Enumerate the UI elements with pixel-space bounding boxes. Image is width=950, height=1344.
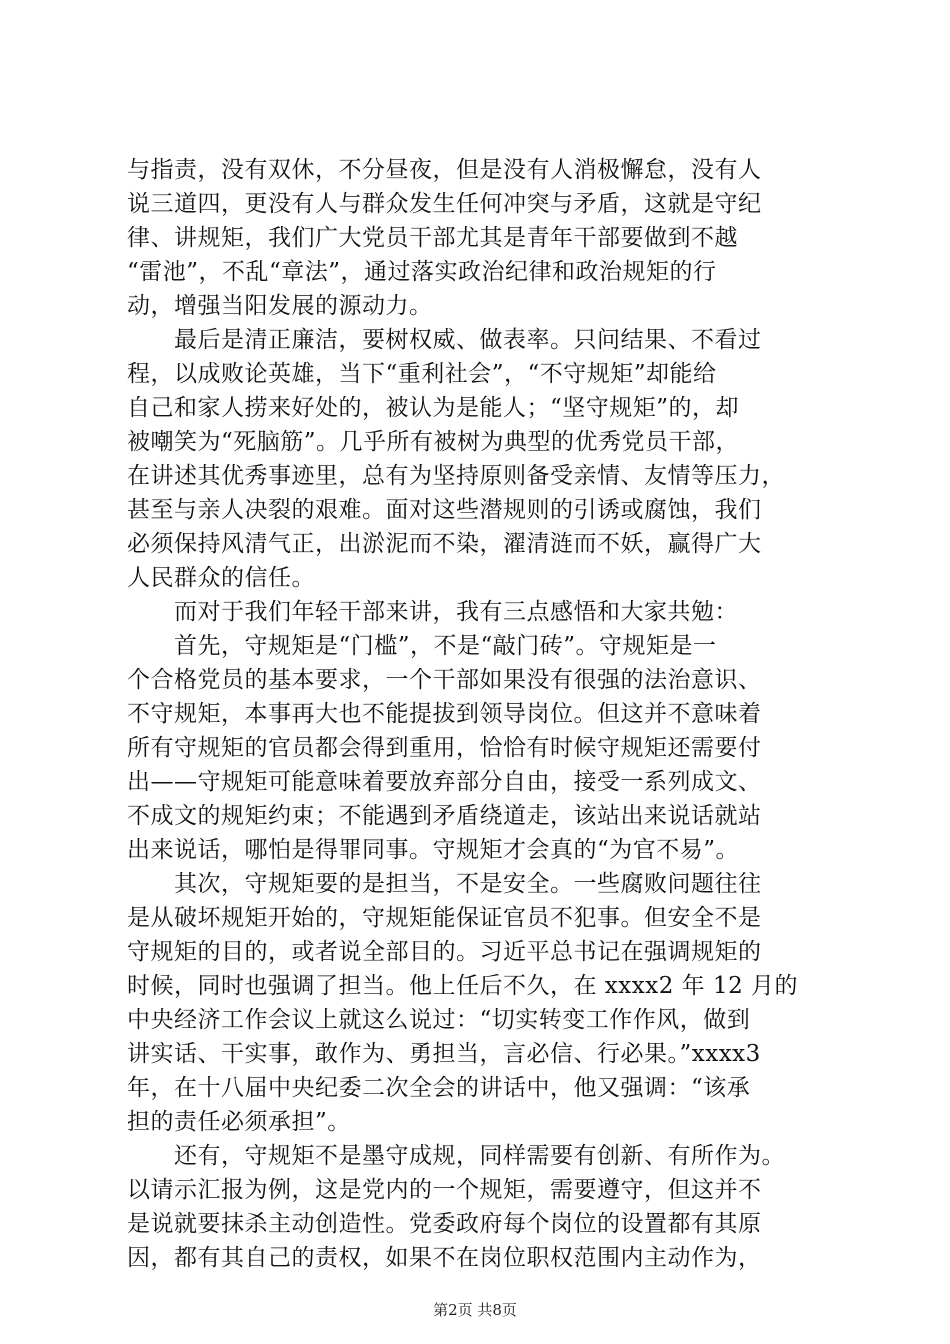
text-line: 所有守规矩的官员都会得到重用，恰恰有时候守规矩还需要付	[127, 735, 762, 761]
text-line: 甚至与亲人决裂的艰难。面对这些潜规则的引诱或腐蚀，我们	[127, 497, 762, 523]
text-line: 时候，同时也强调了担当。他上任后不久，在 xxxx2 年 12 月的	[127, 973, 799, 999]
text-line: 担的责任必须承担”。	[127, 1109, 351, 1135]
text-line: 中央经济工作会议上就这么说过：“切实转变工作作风，做到	[127, 1007, 751, 1033]
text-line: 是说就要抹杀主动创造性。党委政府每个岗位的设置都有其原	[127, 1211, 762, 1237]
page-footer	[0, 1300, 950, 1320]
text-line: 个合格党员的基本要求，一个干部如果没有很强的法治意识、	[127, 667, 762, 693]
text-line: 程，以成败论英雄，当下“重利社会”，“不守规矩”却能给	[127, 361, 717, 387]
text-line: 出来说话，哪怕是得罪同事。守规矩才会真的“为官不易”。	[127, 837, 740, 863]
text-line: 律、讲规矩，我们广大党员干部尤其是青年干部要做到不越	[127, 225, 738, 251]
text-line: 而对于我们年轻干部来讲，我有三点感悟和大家共勉：	[127, 599, 738, 625]
text-line: 因，都有其自己的责权，如果不在岗位职权范围内主动作为，	[127, 1245, 762, 1271]
text-line: 自己和家人捞来好处的，被认为是能人；“坚守规矩”的，却	[127, 395, 740, 421]
text-line: 被嘲笑为“死脑筋”。几乎所有被树为典型的优秀党员干部，	[127, 429, 740, 455]
page-number: 第2页 共8页	[433, 1301, 517, 1319]
text-line: 动，增强当阳发展的源动力。	[127, 293, 433, 319]
text-line: 讲实话、干实事，敢作为、勇担当，言必信、行必果。”xxxx3	[127, 1041, 761, 1067]
text-line: “雷池”，不乱“章法”，通过落实政治纪律和政治规矩的行	[127, 259, 717, 285]
text-line: 与指责，没有双休，不分昼夜，但是没有人消极懈怠，没有人	[127, 157, 762, 183]
text-line: 不守规矩，本事再大也不能提拔到领导岗位。但这并不意味着	[127, 701, 762, 727]
text-line: 最后是清正廉洁，要树权威、做表率。只问结果、不看过	[127, 327, 762, 353]
text-line: 人民群众的信任。	[127, 565, 315, 591]
text-line: 必须保持风清气正，出淤泥而不染，濯清涟而不妖，赢得广大	[127, 531, 762, 557]
text-line: 出——守规矩可能意味着要放弃部分自由，接受一系列成文、	[127, 769, 762, 795]
text-line: 还有，守规矩不是墨守成规，同样需要有创新、有所作为。	[127, 1143, 785, 1169]
text-line: 在讲述其优秀事迹里，总有为坚持原则备受亲情、友情等压力，	[127, 463, 785, 489]
text-line: 其次，守规矩要的是担当，不是安全。一些腐败问题往往	[127, 871, 762, 897]
text-line: 以请示汇报为例，这是党内的一个规矩，需要遵守，但这并不	[127, 1177, 762, 1203]
text-line: 是从破坏规矩开始的，守规矩能保证官员不犯事。但安全不是	[127, 905, 762, 931]
text-line: 不成文的规矩约束；不能遇到矛盾绕道走，该站出来说话就站	[127, 803, 762, 829]
text-line: 首先，守规矩是“门槛”，不是“敲门砖”。守规矩是一	[127, 633, 717, 659]
text-line: 守规矩的目的，或者说全部目的。习近平总书记在强调规矩的	[127, 939, 762, 965]
body-text	[127, 153, 847, 1275]
text-line: 年，在十八届中央纪委二次全会的讲话中，他又强调：“该承	[127, 1075, 751, 1101]
text-line: 说三道四，更没有人与群众发生任何冲突与矛盾，这就是守纪	[127, 191, 762, 217]
